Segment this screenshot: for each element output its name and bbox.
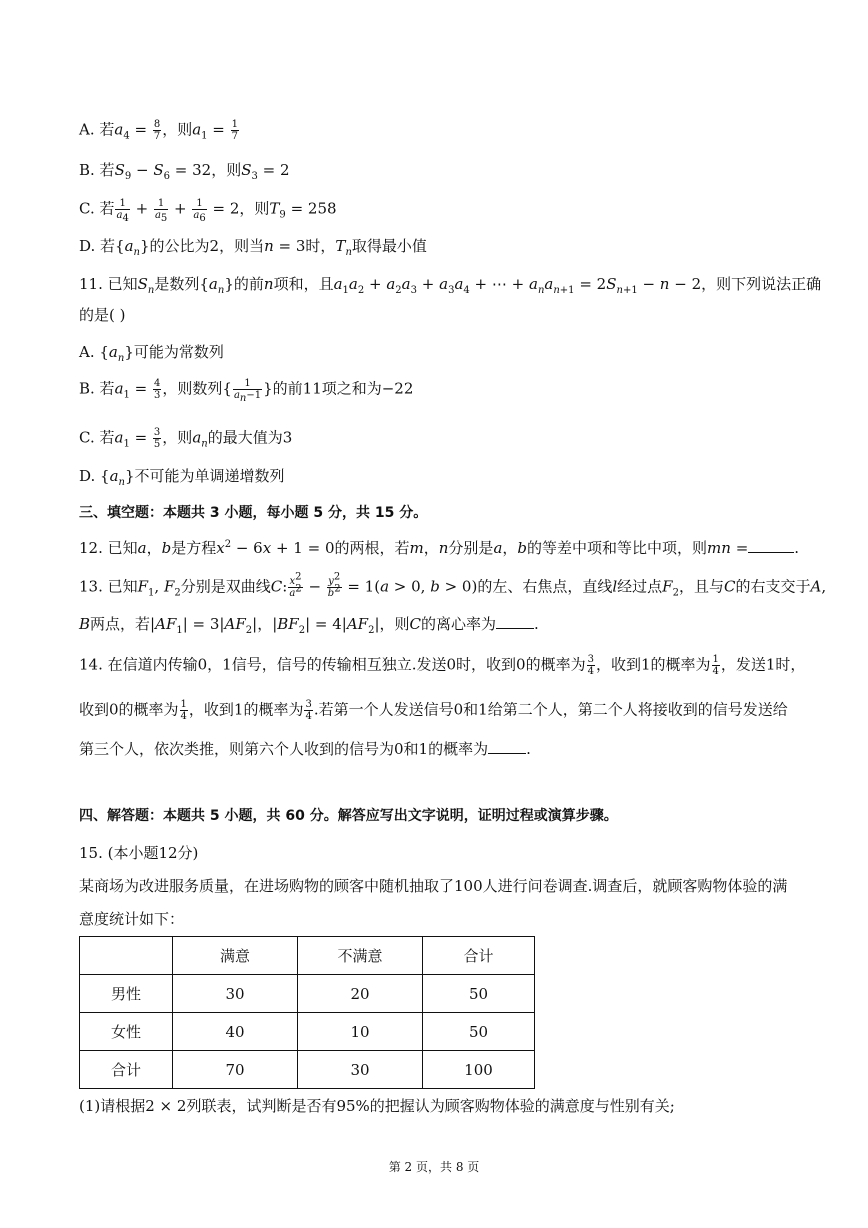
q15-head: 15. (本小题12分) (79, 844, 199, 862)
q15-paragraph-2: 意度统计如下： (79, 910, 185, 928)
page-footer: 第 2 页，共 8 页 (388, 1160, 480, 1174)
table-cell: 女性 (80, 1013, 173, 1051)
q11-stem: 11. 已知$S_n$是数列$\{a_n\}$的前n项和，且$a_1a_2 + a_2a_3 + a_3a_4$ + ⋯ + $a_na_{n+1} = 2S_{n+1} - n - 2$，则下列说法正确 (79, 275, 822, 296)
q11-option-d: D. $\{a_n\}$不可能为单调递增数列 (79, 467, 285, 488)
q13-line1: 13. 已知$F_1$, $F_2$分别是双曲线C: $\frac{x^2}{a^2}$ − $\frac{y^2}{b^2}$ = 1(a > 0, b > 0)的左、右焦点，直线l经过点$F_2$，且与C的右支交于A, (79, 571, 827, 599)
q11-option-c: C. 若$a_1$ = $\frac{3}{5}$ ，则$a_n$的最大值为3 (79, 427, 293, 450)
q14-line2: 收到0的概率为 $\frac{1}{4}$ ，收到1的概率为 $\frac{3}{4}$ .若第一个人发送信号0和1给第二个人，第二个人将接收到的信号发送给 (79, 699, 788, 722)
q10-option-c: C. 若 $\frac{1}{a_4}$ + $\frac{1}{a_5}$ + $\frac{1}{a_6}$ = 2，则$T_9 = 258$ (79, 198, 337, 224)
q12-answer-blank[interactable] (748, 538, 794, 553)
q11-option-b: B. 若$a_1$ = $\frac{4}{3}$ ，则数列{ $\frac{1}{a_n-1}$ }的前11项之和为−22 (79, 378, 414, 404)
table-header-cell: 满意 (173, 937, 298, 975)
table-cell: 20 (298, 975, 423, 1013)
table-cell: 30 (298, 1051, 423, 1089)
table-cell: 100 (423, 1051, 535, 1089)
q14-line1: 14. 在信道内传输0，1信号，信号的传输相互独立.发送0时，收到0的概率为 $\frac{3}{4}$ ，收到1的概率为 $\frac{1}{4}$ ，发送1时， (79, 654, 806, 677)
table-header-cell: 合计 (423, 937, 535, 975)
q10-option-a: A. 若$a_4$ = $\frac{8}{7}$ ，则$a_1$ = $\frac{1}{7}$ (79, 119, 239, 142)
table-header-row (80, 937, 535, 975)
q11-option-a: A. $\{a_n\}$可能为常数列 (79, 343, 224, 364)
q13-answer-blank[interactable] (496, 614, 534, 629)
q15-paragraph-1: 某商场为改进服务质量，在进场购物的顾客中随机抽取了100人进行问卷调查.调查后，就顾客购物体验的满 (79, 877, 788, 895)
q10-option-d: D. 若$\{a_n\}$的公比为2，则当n = 3时，$T_n$取得最小值 (79, 237, 427, 258)
table-row (80, 975, 535, 1013)
q10-option-b: B. 若$S_9 - S_6 = 32$，则$S_3 = 2$ (79, 161, 290, 182)
contingency-table (79, 936, 535, 1089)
table-cell: 30 (173, 975, 298, 1013)
table-cell: 50 (423, 975, 535, 1013)
q11-stem-line2: 的是( ) (79, 306, 126, 324)
table-header-cell: 不满意 (298, 937, 423, 975)
q12: 12. 已知a，b是方程$x^2 - 6x + 1 = 0$的两根，若m，n分别是a，b的等差中项和等比中项，则mn = . (79, 539, 800, 557)
q15-sub-question-1: (1)请根据2 × 2列联表，试判断是否有95%的把握认为顾客购物体验的满意度与性别有关; (79, 1097, 675, 1115)
section-3-title: 三、填空题：本题共 3 小题，每小题 5 分，共 15 分。 (79, 505, 428, 521)
table-row (80, 1051, 535, 1089)
table-row (80, 1013, 535, 1051)
q14-answer-blank[interactable] (488, 739, 526, 754)
table-cell: 合计 (80, 1051, 173, 1089)
table-cell: 70 (173, 1051, 298, 1089)
q14-line3: 第三个人，依次类推，则第六个人收到的信号为0和1的概率为 . (79, 740, 531, 758)
table-cell: 50 (423, 1013, 535, 1051)
table-cell: 10 (298, 1013, 423, 1051)
table-header-cell (80, 937, 173, 975)
table-cell: 40 (173, 1013, 298, 1051)
table-cell: 男性 (80, 975, 173, 1013)
q13-line2: B两点，若$|AF_1| = 3|AF_2|$，$|BF_2| = 4|AF_2|$，则C的离心率为 . (79, 615, 539, 636)
section-4-title: 四、解答题：本题共 5 小题，共 60 分。解答应写出文字说明，证明过程或演算步骤。 (79, 808, 618, 824)
